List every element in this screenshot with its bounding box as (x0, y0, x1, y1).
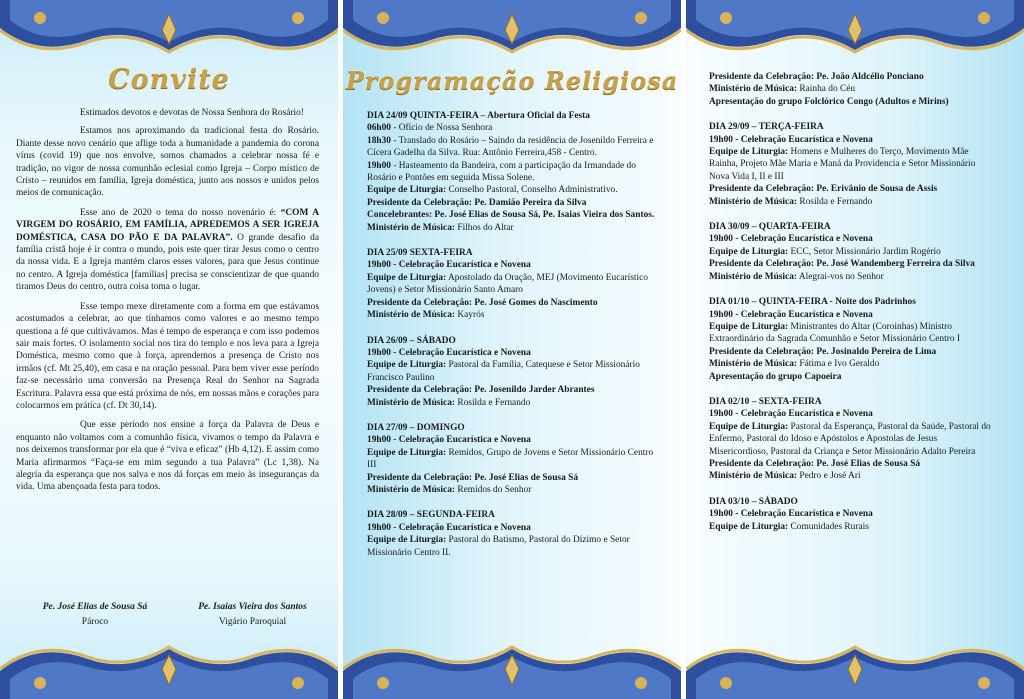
signature-role: Pároco (81, 617, 109, 627)
line-text: Homens e Mulheres do Terço, Movimento Mãe Rainha, Projeto Mãe Maria e Maná da Providencia e Setor Missionário Nova Vida I, II e III (709, 147, 976, 182)
schedule-line (709, 146, 997, 183)
line-text: Kayrós (455, 310, 485, 321)
schedule-line (709, 196, 997, 208)
schedule-line (367, 309, 660, 321)
day-heading: DIA 29/09 – TERÇA-FEIRA (709, 122, 824, 133)
ornament-bottom-middle (343, 637, 681, 699)
line-text: - Translado do Rosário – Saindo da residência de Josenildo Ferreira e Cícera Gadelha da Silva. Rua: Antônio Ferreira,458 - Centro. (367, 135, 654, 159)
schedule-line (367, 484, 660, 496)
line-label: Equipe de Liturgia: (367, 447, 447, 458)
line-text: Pastoral da Esperança, Pastoral da Saúde, Pastoral do Enfermo, Pastoral do Idoso e Apóstolos e Apostolas de Jesus Misericordioso, Pastoral da Criança e Setor Missionário Adalto Pereira (709, 421, 991, 457)
line-label: Ministério de Música: (709, 271, 798, 282)
line-text: Rosilda e Fernando (455, 397, 531, 408)
line-label: Presidente da Celebração: Pe. José Elias de Sousa Sá (367, 472, 579, 483)
line-label: Presidente da Celebração: Pe. João Aldcélio Ponciano (709, 72, 924, 82)
line-label: Ministério de Música: (709, 359, 798, 370)
schedule-line (367, 359, 660, 384)
line-label: 19h00 - Celebração Eucarística e Novena (709, 134, 873, 145)
line-label: 18h30 (367, 135, 391, 146)
theme-intro: Esse ano de 2020 o tema do nosso novenário é: (80, 207, 281, 218)
line-label: 19h00 - Celebração Eucarística e Novena (367, 347, 531, 358)
day-heading: DIA 01/10 – QUINTA-FEIRA - Noite dos Padrinhos (709, 297, 916, 308)
schedule-day (709, 496, 997, 533)
line-label: 19h00 - Celebração Eucarística e Novena (367, 435, 531, 446)
line-text: - Ofício de Nossa Senhora (390, 123, 493, 134)
line-label: Presidente da Celebração: Pe. Damião Pereira da Silva (367, 197, 587, 208)
line-label: 19h00 - Celebração Eucarística e Novena (367, 522, 531, 533)
theme-rest: O grande desafio da família cristã hoje é ir contra o mundo, pois este quer tirar Jesus como o centro da nossa vida. E a Igreja mantém claros esses valores, para que Jesus continue no centro. A Igreja doméstica [famílias] precisa se conscientizar de que quando tiramos Deus do centro, outra coisa toma o lugar. (16, 232, 319, 293)
line-label: Presidente da Celebração: Pe. José Gomes do Nascimento (367, 297, 598, 308)
line-text: Apostolado da Oração, MEJ (Movimento Eucarístico Jovens) e Setor Missionário Santo Amaro (367, 272, 648, 296)
schedule-line (709, 421, 997, 458)
schedule-day (367, 335, 660, 409)
schedule-line (709, 470, 997, 482)
line-label: 19h00 - Celebração Eucarística e Novena (709, 509, 873, 520)
schedule-line (367, 135, 660, 160)
novena-theme: “COM A VIRGEM DO ROSÁRIO, EM FAMÍLIA, APREDEMOS A SER IGREJA DOMÉSTICA, CASA DO PÃO E DA PALAVRA”. (16, 207, 319, 243)
schedule-line (367, 534, 660, 559)
schedule-line (367, 447, 660, 472)
line-label: Equipe de Liturgia: (367, 360, 447, 371)
schedule-line (709, 408, 997, 420)
schedule-line (709, 96, 997, 108)
schedule-line (709, 521, 997, 533)
invite-panel (0, 0, 338, 699)
line-label: Presidente da Celebração: Pe. Erivânio de Sousa de Assis (709, 184, 938, 195)
line-label: Presidente da Celebração: Pe. Josenildo Jarder Abrantes (367, 385, 595, 396)
line-label: Equipe de Liturgia: (367, 185, 447, 196)
day-heading: DIA 25/09 SEXTA-FEIRA (367, 248, 473, 259)
schedule-line (709, 508, 997, 520)
paragraph-2 (16, 207, 319, 294)
day-heading: DIA 30/09 – QUARTA-FEIRA (709, 222, 831, 233)
schedule-line (709, 321, 997, 346)
line-label: 19h00 - Celebração Eucarística e Novena (709, 309, 873, 320)
paragraph-3: Esse tempo mexe diretamente com a forma em que estávamos acostumados a celebrar, ao que tínhamos como valores e ao mesmo tempo questiona a fé que cultivávamos. Mas é tempo de esperança e com isso podemos sair mais fortes. O isolamento social nos tira do templo e nos leva para a Igreja Doméstica, mesmo como que à força, aprendemos a presença de Cristo nos irmãos (cf. Mt 25,40), em casa e na oração pessoal. Para bem viver esse período faz-se necessário uma conversão na Presença Real do Senhor na Sagrada Escritura. Palavra essa que está próxima de nós, em nossas mãos e corações para colocarmos em prática (cf. Dt 30,14). (16, 301, 319, 411)
line-label: Equipe de Liturgia: (709, 246, 789, 257)
schedule-line (709, 458, 997, 470)
line-label: Ministério de Música: (709, 196, 798, 207)
day-heading: DIA 27/09 – DOMINGO (367, 422, 465, 433)
line-text: Comunidades Rurais (788, 521, 869, 532)
ornament-top-right (686, 0, 1024, 62)
schedule-line (367, 522, 660, 534)
line-label: Equipe de Liturgia: (709, 521, 789, 532)
ornament-top-middle (343, 0, 681, 62)
line-label: Presidente da Celebração: Pe. José Wandemberg Ferreira da Silva (709, 259, 975, 270)
invite-title: Convite (108, 64, 230, 95)
schedule-line (709, 233, 997, 245)
schedule-day (367, 422, 660, 496)
schedule-line (367, 259, 660, 271)
schedule-line (709, 371, 997, 383)
line-label: Ministério de Música: (367, 397, 456, 408)
line-label: Equipe de Liturgia: (709, 147, 789, 158)
schedule-day (367, 247, 660, 321)
schedule-line (709, 183, 997, 195)
schedule-day (367, 110, 660, 234)
line-text: Remidos do Senhor (455, 484, 532, 495)
schedule-line (367, 434, 660, 446)
line-text: Rosilda e Fernando (797, 196, 873, 207)
line-text: Alegrai-vos no Senhor (797, 271, 884, 282)
schedule-line (367, 184, 660, 196)
schedule-line (709, 258, 997, 270)
schedule-line (709, 134, 997, 146)
schedule-line (367, 222, 660, 234)
day-heading: DIA 28/09 – SEGUNDA-FEIRA (367, 510, 495, 521)
day-heading: DIA 02/10 – SEXTA-FEIRA (709, 396, 822, 407)
line-text: Conselho Pastoral, Conselho Administrativo. (446, 185, 618, 196)
line-label: 19h00 - Celebração Eucarística e Novena (709, 409, 873, 420)
day-heading: DIA 24/09 QUINTA-FEIRA – Abertura Oficial da Festa (367, 111, 590, 121)
day-heading: DIA 03/10 – SÁBADO (709, 496, 798, 507)
schedule-line (367, 472, 660, 484)
schedule-day (709, 396, 997, 483)
schedule-line (709, 83, 997, 95)
schedule-line (709, 71, 997, 83)
line-text: Remidos, Grupo de Jovens e Setor Missionário Centro III (367, 447, 654, 471)
signature-role: Vigário Paroquial (218, 617, 287, 627)
line-label: Ministério de Música: (367, 484, 456, 495)
line-label: Ministério de Música: (709, 84, 798, 95)
line-label: Apresentação do grupo Folclórico Congo (Adultos e Mirins) (709, 96, 949, 107)
line-label: 06h00 (367, 123, 391, 134)
schedule-line (709, 309, 997, 321)
schedule-day (709, 121, 997, 208)
schedule-line (367, 347, 660, 359)
schedule-line (709, 346, 997, 358)
ornament-bottom-right (686, 637, 1024, 699)
schedule-day (367, 509, 660, 559)
line-label: 19h00 (367, 160, 391, 171)
schedule-line (367, 197, 660, 209)
line-label: 19h00 - Celebração Eucarística e Novena (709, 234, 873, 245)
line-label: Apresentação do grupo Capoeira (709, 371, 842, 382)
signature-paroco (30, 602, 160, 627)
line-label: Equipe de Liturgia: (709, 321, 789, 332)
invite-body (16, 107, 319, 501)
line-label: Equipe de Liturgia: (367, 535, 447, 546)
line-label: Ministério de Música: (367, 310, 456, 321)
signature-vigario (180, 602, 325, 627)
schedule-line (367, 272, 660, 297)
line-text: - Hasteamento da Bandeira, com a participação da Irmandade do Rosário e Pontões em seguida Missa Solene. (367, 160, 636, 184)
schedule-line (367, 122, 660, 134)
schedule-line (367, 384, 660, 396)
line-text: Fátima e Ivo Geraldo (797, 359, 880, 370)
line-label: Equipe de Liturgia: (367, 272, 447, 283)
paragraph-1: Estamos nos aproximando da tradicional festa do Rosário. Diante desse novo cenário que aflige toda a humanidade a pandemia do corona vírus (covid 19) que nos envolve, somos chamados a celebrar nossa fé e tradição, no vigor de nossa comunhão eclesial como Igreja – Corpo místico de Cristo – reunidos em família, Igreja doméstica, junto aos nossos e unidos pelos meios de comunicação. (16, 126, 319, 199)
schedule-line (709, 358, 997, 370)
program-column-right (709, 71, 997, 546)
schedule-line (709, 246, 997, 258)
line-text: Rainha do Céu (797, 84, 856, 95)
line-text: Pastoral da Família, Catequese e Setor Missionário Francisco Paulino (367, 360, 640, 383)
program-title: Programação Religiosa (345, 66, 679, 95)
line-text: Filhos do Altar (455, 222, 514, 233)
schedule-day (709, 221, 997, 283)
day-heading: DIA 26/09 – SÁBADO (367, 335, 456, 346)
schedule-day (709, 296, 997, 383)
line-label: Ministério de Música: (709, 471, 798, 482)
ornament-bottom-left (0, 637, 338, 699)
signature-name: Pe. José Elias de Sousa Sá (42, 602, 148, 612)
program-column-middle (367, 110, 660, 572)
schedule-line (367, 397, 660, 409)
schedule-day (709, 71, 997, 108)
line-label: Equipe de Liturgia: (709, 421, 789, 432)
line-label: 19h00 - Celebração Eucarística e Novena (367, 260, 531, 271)
ornament-top-left (0, 0, 338, 62)
line-text: Ministrantes do Altar (Coroinhas) Ministro Extraordinário da Sagrada Comunhão e Setor Missionário Centro I (709, 321, 960, 345)
line-text: ECC, Setor Missionário Jardim Rogério (788, 246, 941, 257)
schedule-line (367, 297, 660, 309)
schedule-line (367, 160, 660, 185)
line-label: Presidente da Celebração: Pe. José Elias de Sousa Sá (709, 458, 921, 469)
line-label: Presidente da Celebração: Pe. Josinaldo Pereira de Lima (709, 346, 937, 357)
schedule-line (367, 209, 660, 221)
line-text: Pastoral do Batismo, Pastoral do Dízimo e Setor Missionário Centro II. (367, 535, 630, 558)
schedule-line (709, 271, 997, 283)
paragraph-4: Que esse período nos ensine a força da Palavra de Deus e enquanto não voltamos com a comunhão física, vivamos o tempo da Palavra e nos deixemos transformar por ela que é “viva e eficaz” (Hb 4,12). E assim como Maria afirmarmos “Faça-se em mim segundo a tua Palavra” (Lc 1,38). Na alegria da esperança que nos salva e nos dá forças em meio às inseguranças da vida. Uma abençoada festa para todos. (16, 420, 319, 493)
greeting-text: Estimados devotos e devotas de Nossa Senhora do Rosário! (80, 108, 304, 118)
line-label: Ministério de Música: (367, 222, 456, 233)
line-text: Pedro e José Ari (797, 471, 861, 482)
line-label: Concelebrantes: Pe. José Elias de Sousa Sá, Pe. Isaias Vieira dos Santos. (367, 210, 655, 221)
signature-name: Pe. Isaias Vieira dos Santos (198, 602, 307, 612)
